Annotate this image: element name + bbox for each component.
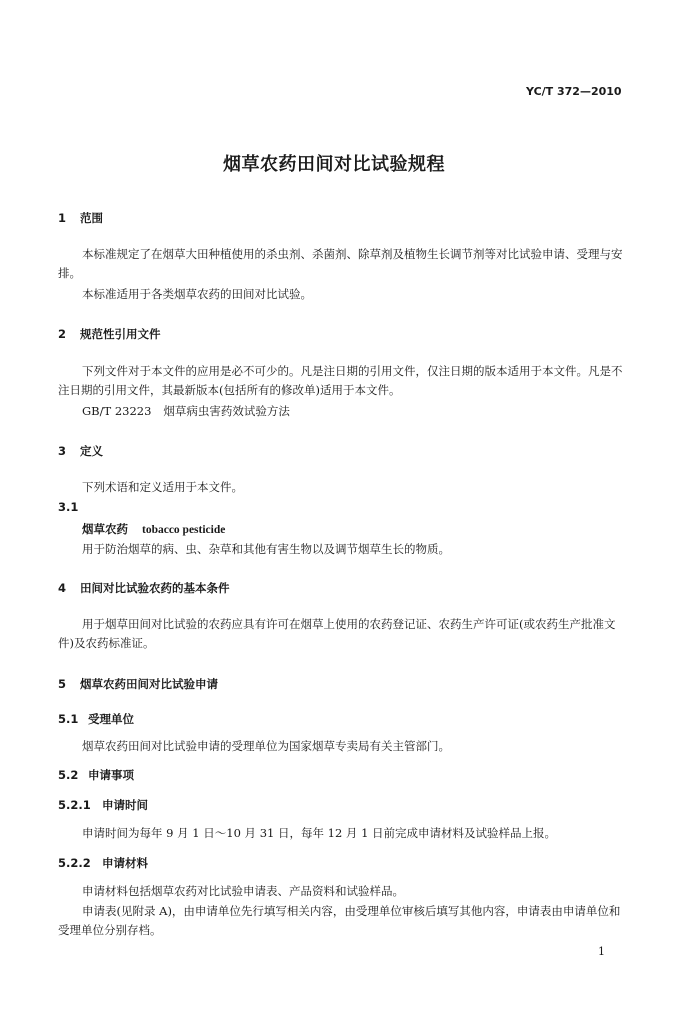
section-number: 1 [58, 211, 67, 225]
section-number: 5.2.2 [58, 856, 91, 870]
section-5-heading [58, 676, 218, 692]
section-number: 2 [58, 327, 67, 341]
section-2-heading [58, 326, 161, 342]
normative-reference [82, 403, 290, 419]
section-title: 受理单位 [88, 712, 134, 726]
section-title: 烟草农药田间对比试验申请 [80, 677, 218, 691]
section-title: 申请材料 [102, 856, 148, 870]
section-number: 5.1 [58, 712, 79, 726]
section-title: 田间对比试验农药的基本条件 [80, 581, 230, 595]
term-english: tobacco pesticide [142, 524, 226, 536]
section-5-2-1-paragraph: 申请时间为每年 9 月 1 日～10 月 31 日，每年 12 月 1 日前完成申请材料及试验样品上报。 [82, 826, 557, 840]
section-2-paragraph-1: 下列文件对于本文件的应用是必不可少的。凡是注日期的引用文件，仅注日期的版本适用于本文件。凡是不注日期的引用文件，其最新版本(包括所有的修改单)适用于本文件。 [58, 364, 623, 397]
section-5-1-paragraph: 烟草农药田间对比试验申请的受理单位为国家烟草专卖局有关主管部门。 [82, 739, 450, 753]
section-3-1-number: 3.1 [58, 500, 79, 514]
section-title: 申请事项 [88, 768, 134, 782]
section-number: 5 [58, 677, 67, 691]
document-title: 烟草农药田间对比试验规程 [223, 154, 445, 175]
section-number: 3 [58, 444, 67, 458]
term-chinese: 烟草农药 [82, 522, 128, 536]
section-5-2-2-paragraph-1: 申请材料包括烟草农药对比试验申请表、产品资料和试验样品。 [82, 884, 404, 898]
section-5-1-heading [58, 711, 134, 727]
standard-code: YC/T 372—2010 [526, 85, 622, 98]
page-number: 1 [598, 945, 605, 958]
section-4-paragraph-1: 用于烟草田间对比试验的农药应具有许可在烟草上使用的农药登记证、农药生产许可证(或农药生产批准文件)及农药标准证。 [58, 617, 616, 650]
reference-title: 烟草病虫害药效试验方法 [163, 404, 290, 418]
section-5-2-heading [58, 767, 134, 783]
term-definition: 用于防治烟草的病、虫、杂草和其他有害生物以及调节烟草生长的物质。 [82, 542, 450, 556]
section-1-paragraph-1: 本标准规定了在烟草大田种植使用的杀虫剂、杀菌剂、除草剂及植物生长调节剂等对比试验申请、受理与安排。 [58, 247, 623, 280]
section-5-2-2-paragraph-2: 申请表(见附录 A)，由申请单位先行填写相关内容，由受理单位审核后填写其他内容，申请表由申请单位和受理单位分别存档。 [58, 904, 621, 937]
section-number: 5.2 [58, 768, 79, 782]
section-1-paragraph-2: 本标准适用于各类烟草农药的田间对比试验。 [82, 287, 312, 301]
section-5-2-1-heading [58, 797, 148, 813]
term-entry [82, 521, 225, 537]
section-4-heading [58, 580, 230, 596]
section-title: 范围 [80, 211, 103, 225]
reference-code: GB/T 23223 [82, 404, 152, 418]
section-5-2-2-heading [58, 855, 148, 871]
section-title: 规范性引用文件 [80, 327, 161, 341]
section-3-heading [58, 443, 103, 459]
section-1-heading [58, 210, 103, 226]
section-3-paragraph-1: 下列术语和定义适用于本文件。 [82, 480, 243, 494]
section-title: 定义 [80, 444, 103, 458]
section-number: 4 [58, 581, 67, 595]
section-title: 申请时间 [102, 798, 148, 812]
section-number: 5.2.1 [58, 798, 91, 812]
